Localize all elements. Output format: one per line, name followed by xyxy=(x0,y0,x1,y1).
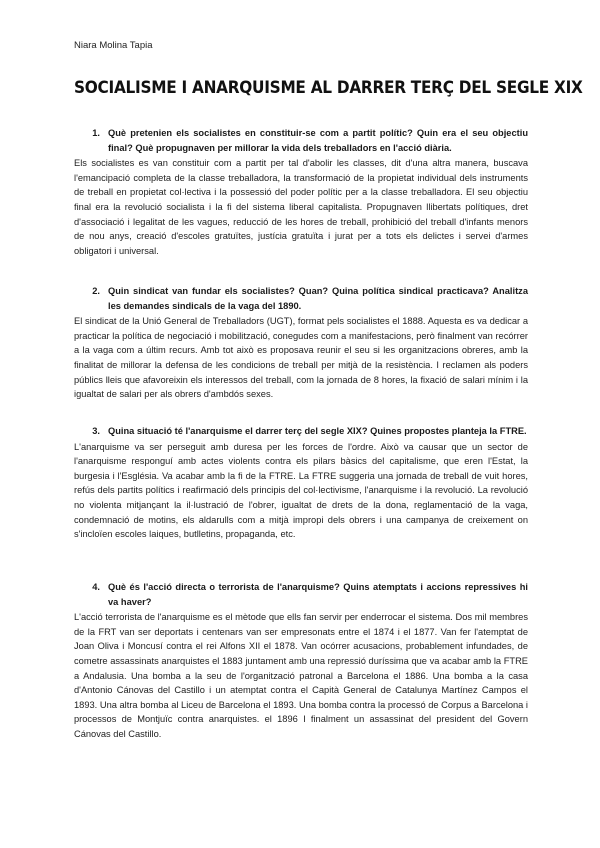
answer-1: Els socialistes es van constituir com a partit per tal d'abolir les classes, dit d'una altra manera, buscava l'emancipació completa de la classe treballadora, la transformació de la propietat individual dels instruments de treball en propietat col·lectiva i la possessió del poder polític per a la classe treballadora. El seu objectiu final era la revolució socialista i la fi del sistema liberal capitalista. Propugnaven llibertats polítiques, dret d'associació i legalitat de les vagues, reducció de les hores de treball, prohibició del treball d'infants menors de nou anys, creació d'escoles gratuïtes, justícia gratuïta i jurat per a tots els delictes i servei d'armes obligatori i universal. xyxy=(74,158,528,256)
answer-2: El sindicat de la Unió General de Treballadors (UGT), format pels socialistes el 1888. Aquesta es va dedicar a practicar la política de negociació i mobilització, conegudes com a manifestacions, però finalment van recórrer a la vaga com a últim recurs. Amb tot això es proposava reunir el seu si les organitzacions obreres, amb la finalitat de millorar la defensa de les condicions de treball per mitjà de la resistència. I reclamen als poders públics lleis que afavoreixin els interessos del treball, com la jornada de 8 hores, la fixació de salari mínim i la igualtat de salari per als obrers d'ambdós sexes. xyxy=(74,316,528,400)
answer-3: L'anarquisme va ser perseguit amb duresa per les forces de l'ordre. Això va causar que un sector de l'anarquisme responguí amb actes violents contra els pilars bàsics del capitalisme, que eren l'Estat, la burgesia i l'Església. Va acabar amb la fi de la FTRE. La FTRE suggeria una jornada de treball de vuit hores, refús dels partits polítics i reafirmació dels principis del col·lectivisme, l'anarquisme i la revolució. La revolució no violenta mitjançant la il·lustració de l'obrer, igualtat de drets de la dona, reglamentació de la vaga, condemnació de motins, els aldarulls com a mitjà impropi dels obrers i una campanya de creixement on s'incloïen escoles laiques, butlletins, propaganda, etc. xyxy=(74,441,528,540)
question-text: Quina situació té l'anarquisme el darrer terç del segle XIX? Quines propostes planteja la FTRE. xyxy=(108,426,527,436)
question-4 xyxy=(74,580,528,609)
question-text: Quin sindicat van fundar els socialistes? Quan? Quina política sindical practicava? Analitza les demandes sindicals de la vaga del 1890. xyxy=(108,286,528,311)
section-2 xyxy=(74,284,528,402)
question-2 xyxy=(74,284,528,313)
document-title: SOCIALISME I ANARQUISME AL DARRER TERÇ DEL SEGLE XIX xyxy=(74,78,583,97)
question-number: 4. xyxy=(92,582,100,592)
section-1 xyxy=(74,126,528,258)
question-number: 2. xyxy=(92,286,100,296)
question-text: Què pretenien els socialistes en constituir-se com a partit polític? Quin era el seu objectiu final? Què propugnaven per millorar la vida dels treballadors en l'acció diària. xyxy=(108,128,528,153)
question-3 xyxy=(74,424,528,439)
question-number: 1. xyxy=(92,128,100,138)
section-4 xyxy=(74,580,528,742)
author-name: Niara Molina Tapia xyxy=(74,40,153,51)
section-3 xyxy=(74,424,528,542)
question-text: Què és l'acció directa o terrorista de l'anarquisme? Quins atemptats i accions repressives hi va haver? xyxy=(108,582,528,607)
question-number: 3. xyxy=(92,426,100,436)
answer-4: L'acció terrorista de l'anarquisme es el mètode que ells fan servir per enderrocar el sistema. Dos mil membres de la FRT van ser deportats i centenars van ser empresonats entre el 1874 i el 1877. Van fer l'atemptat de Joan Oliva i Moncusí contra el rei Alfons XII el 1878. Van ocórrer acusacions, probablement infundades, de cometre assassinats anarquistes el 1883 juntament amb una repressió duríssima que va acabar amb la FTRE a Andalusia. Una bomba a la seu de l'organització patronal a Barcelona el 1886. Una bomba a la casa d'Antonio Cánovas del Castillo i un atemptat contra el Capità General de Catalunya Martínez Campos el 1893. Una altra bomba al Liceu de Barcelona el 1893. Una bomba contra la processó de Corpus a Barcelona i processos de Montjuïc contra anarquistes. el 1896 I finalment un assassinat del president del Govern Cánovas del Castillo. xyxy=(74,612,528,739)
question-1 xyxy=(74,126,528,155)
